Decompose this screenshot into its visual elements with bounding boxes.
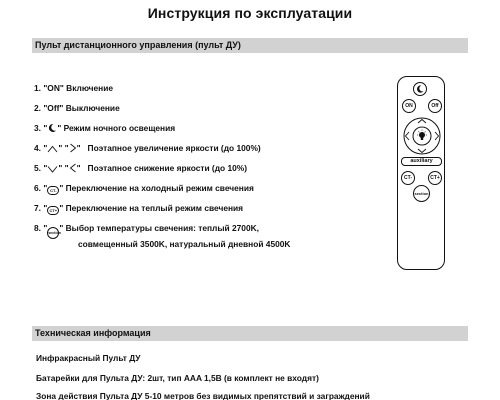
section-header-remote: Пульт дистанционного управления (пульт ДУ)	[32, 38, 468, 53]
tech-line: Инфракрасный Пульт ДУ	[36, 353, 141, 363]
on-button: ON	[402, 99, 416, 113]
list-item-off	[34, 103, 354, 113]
tech-line: Зона действия Пульта ДУ 5-10 метров без видимых препятствий и заграждений	[36, 391, 370, 400]
item-number: 7.	[34, 203, 41, 213]
item-quote-open: "	[43, 123, 48, 133]
section-button: section	[413, 185, 430, 202]
chevron-right-icon	[69, 143, 77, 155]
item-number: 2.	[34, 103, 41, 113]
remote-control-illustration	[397, 76, 445, 270]
item-number: 1.	[34, 83, 41, 93]
moon-icon	[414, 83, 426, 95]
moon-button	[413, 82, 427, 96]
ct-plus-button: CT+	[428, 171, 442, 185]
item-number: 4.	[34, 143, 41, 153]
item-text-line2: совмещенный 3500K, натуральный дневной 4500K	[78, 239, 291, 249]
chevron-up-icon	[47, 145, 58, 155]
off-button: Off	[428, 99, 442, 113]
item-text: Поэтапное увеличение яркости (до 100%)	[87, 143, 261, 153]
item-text: Переключение на теплый режим свечения	[63, 203, 244, 213]
item-text: "Off" Выключение	[43, 103, 120, 113]
list-item-on	[34, 83, 354, 93]
item-text: Переключение на холодный режим свечения	[63, 183, 254, 193]
item-number: 6.	[34, 183, 41, 193]
item-text: Поэтапное снижение яркости (до 10%)	[87, 163, 248, 173]
list-item-temperature: 8. "section" Выбор температуры свечения: теплый 2700K, совмещенный 3500K, натуральный дневной 4500K	[34, 223, 291, 249]
item-number: 8.	[34, 223, 41, 233]
moon-icon	[47, 123, 57, 135]
item-text: " Режим ночного освещения	[57, 123, 176, 133]
direction-pad	[403, 117, 441, 155]
document-title: Инструкция по эксплуатации	[147, 5, 353, 21]
item-number: 3.	[34, 123, 41, 133]
chevron-left-icon	[69, 163, 77, 175]
list-item-brightness-up: 4. " " " " Поэтапное увеличение яркости (до 100%)	[34, 143, 261, 153]
list-item-warm-mode: 7. " CT+ " Переключение на теплый режим свечения	[34, 203, 244, 213]
section-header-tech: Техническая информация	[32, 326, 468, 341]
ct-minus-button: CT-	[401, 171, 415, 185]
item-number: 5.	[34, 163, 41, 173]
chevron-down-icon	[47, 165, 58, 175]
list-item-cold-mode: 6. " CT- " Переключение на холодный режим свечения	[34, 183, 254, 193]
list-item-night	[34, 123, 354, 135]
list-item-brightness-down: 5. " " " " Поэтапное снижение яркости (до 10%)	[34, 163, 248, 173]
item-text: "ON" Включение	[43, 83, 114, 93]
item-text-line1: Выбор температуры свечения: теплый 2700K,	[65, 223, 259, 233]
auxiliary-button: auxiliary	[401, 157, 442, 166]
ct-plus-icon: CT+	[47, 206, 59, 215]
light-bulb-icon	[417, 130, 427, 141]
ct-minus-icon: CT-	[47, 186, 59, 195]
tech-line: Батарейки для Пульта ДУ: 2шт, тип AAA 1,5В (в комплект не входят)	[36, 373, 319, 383]
section-icon: section	[47, 227, 59, 239]
